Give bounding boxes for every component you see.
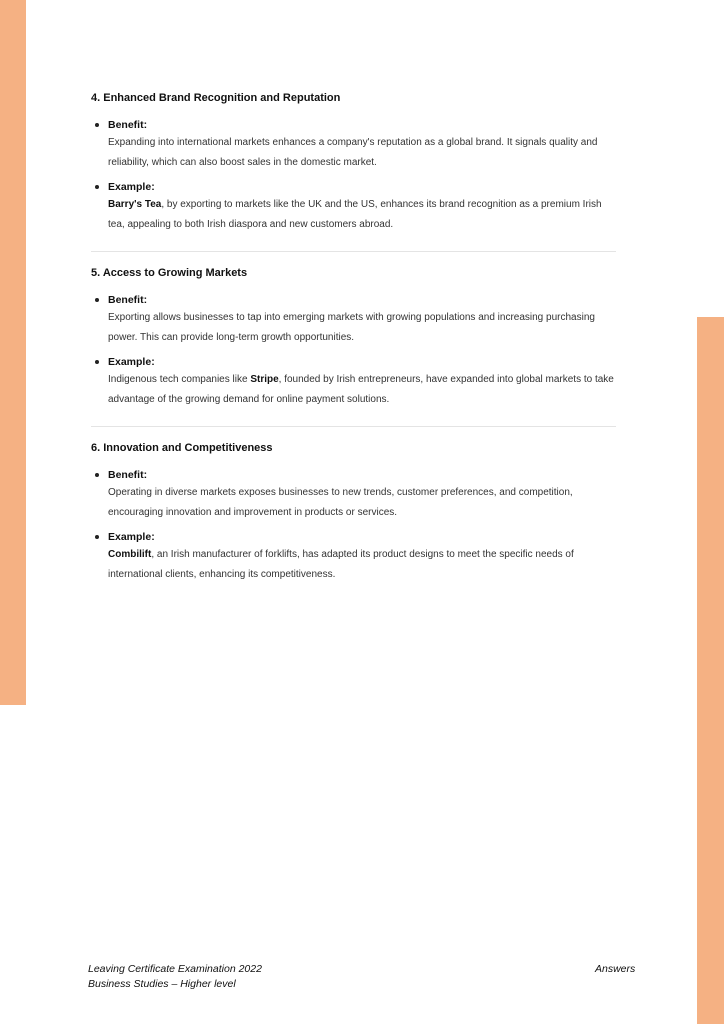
section-innovation	[91, 426, 616, 601]
benefit-text: Exporting allows businesses to tap into emerging markets with growing populations and increasing purchasing power. This can provide long-term growth opportunities.	[108, 312, 595, 343]
example-label: Example:	[108, 531, 155, 543]
example-label: Example:	[108, 356, 155, 368]
section-brand-recognition	[91, 90, 616, 251]
footer-subject-level: Business Studies – Higher level	[88, 978, 236, 990]
example-prefix: Indigenous tech companies like	[108, 374, 251, 385]
right-accent-bar	[697, 317, 724, 1024]
example-text	[108, 545, 616, 584]
benefit-label: Benefit:	[108, 294, 148, 306]
footer-exam-title: Leaving Certificate Examination 2022	[88, 963, 262, 975]
footer-exam-info	[88, 962, 262, 992]
point-list	[91, 292, 616, 409]
example-item	[91, 354, 616, 409]
benefit-item	[91, 292, 616, 347]
section-title: 5. Access to Growing Markets	[91, 267, 248, 279]
benefit-text: Operating in diverse markets exposes businesses to new trends, customer preferences, and competition, encouraging innovation and improvement in products or services.	[108, 487, 573, 518]
example-text	[108, 370, 616, 409]
example-item	[91, 179, 616, 234]
example-detail: , an Irish manufacturer of forklifts, has adapted its product designs to meet the specific needs of international clients, enhancing its competitiveness.	[108, 549, 574, 580]
point-list	[91, 467, 616, 584]
section-title: 6. Innovation and Competitiveness	[91, 442, 273, 454]
example-company: Barry's Tea	[108, 199, 162, 210]
point-list	[91, 117, 616, 234]
example-label: Example:	[108, 181, 155, 193]
benefit-item	[91, 467, 616, 522]
example-company: Combilift	[108, 549, 152, 560]
benefit-item	[91, 117, 616, 172]
benefit-label: Benefit:	[108, 119, 148, 131]
benefit-label: Benefit:	[108, 469, 148, 481]
footer-section-label: Answers	[595, 963, 636, 975]
example-detail: , founded by Irish entrepreneurs, have expanded into global markets to take advantage of the growing demand for online payment solutions.	[108, 374, 614, 405]
section-growing-markets	[91, 251, 616, 426]
answer-content	[91, 90, 616, 601]
example-company: Stripe	[250, 374, 279, 385]
left-accent-bar	[0, 0, 26, 705]
example-item	[91, 529, 616, 584]
benefit-text: Expanding into international markets enhances a company's reputation as a global brand. It signals quality and reliability, which can also boost sales in the domestic market.	[108, 137, 598, 168]
example-detail: , by exporting to markets like the UK and the US, enhances its brand recognition as a premium Irish tea, appealing to both Irish diaspora and new customers abroad.	[108, 199, 602, 230]
section-title: 4. Enhanced Brand Recognition and Reputation	[91, 92, 341, 104]
example-text	[108, 195, 616, 234]
